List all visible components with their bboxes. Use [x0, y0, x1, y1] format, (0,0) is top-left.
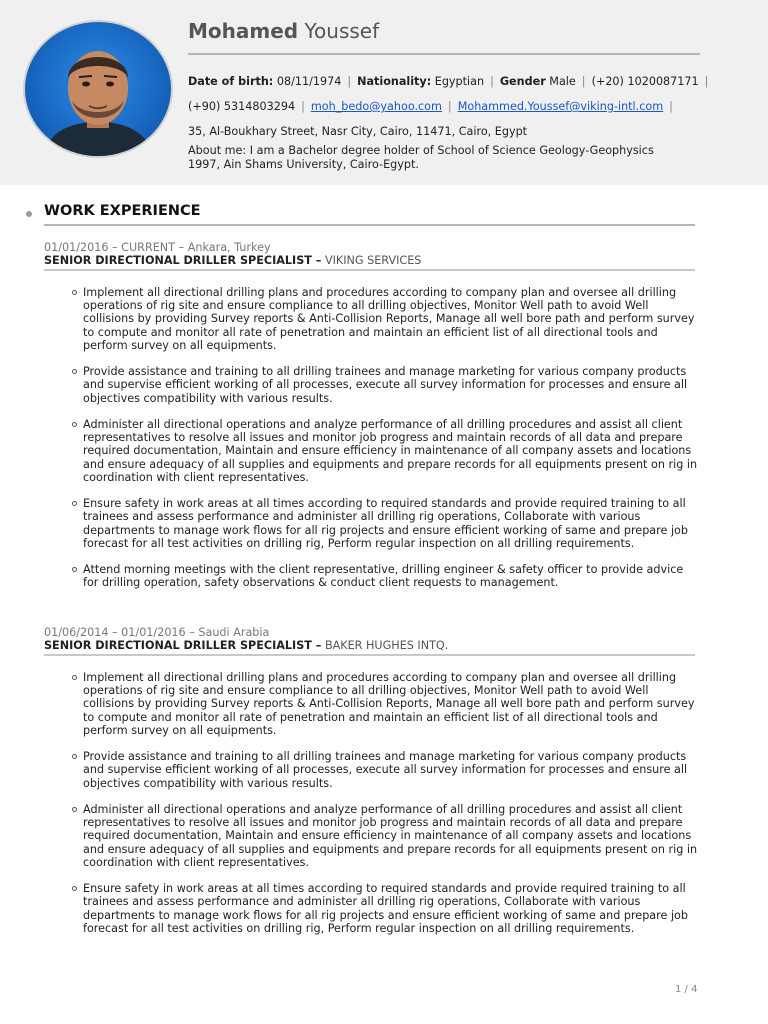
- bullet-icon: [72, 422, 77, 427]
- duty-text: Implement all directional drilling plans and procedures according to company plan and oversee all drilling operations of rig site and ensure compliance to all drilling objectives, Monitor Well path to avoid Well collisions by providing Survey reports & Anti-Collision Reports, Manage all well bore path and perform survey to compute and monitor all rate of penetration and maintain an efficient list of all directional tools and perform survey on all equipments.: [83, 671, 695, 737]
- list-item: [70, 418, 700, 484]
- profile-photo: [23, 20, 173, 158]
- bullet-icon: [72, 501, 77, 506]
- contact-info-line: [188, 100, 679, 113]
- page-number: 1 / 4: [675, 984, 698, 995]
- duty-text: Ensure safety in work areas at all times according to required standards and provide required training to all trainees and assess performance and administer all drilling rig operations, Collaborate with various departments to manage work flows for all rig projects and ensure efficient working of same and prepare job forecast for all test activities on drilling rig, Perform regular inspection on all drilling requirements.: [83, 497, 688, 550]
- list-item: [70, 497, 700, 550]
- section-title: WORK EXPERIENCE: [44, 203, 201, 219]
- first-name: Mohamed: [188, 19, 299, 43]
- nationality-label: Nationality:: [357, 75, 432, 88]
- duty-text: Provide assistance and training to all drilling trainees and manage marketing for various company products and supervise efficient working of all processes, execute all survey information for processes and ensure all objectives compatibility with various results.: [83, 750, 688, 790]
- bullet-icon: [72, 369, 77, 374]
- about-line: About me: I am a Bachelor degree holder of School of Science Geology-Geophysics: [188, 144, 654, 157]
- dob-label: Date of birth:: [188, 75, 274, 88]
- separator: |: [490, 75, 494, 88]
- email-link-work[interactable]: Mohammed.Youssef@viking-intl.com: [457, 100, 664, 113]
- job-role: SENIOR DIRECTIONAL DRILLER SPECIALIST –: [44, 639, 322, 652]
- about-line: 1997, Ain Shams University, Cairo-Egypt.: [188, 158, 419, 171]
- job-company: VIKING SERVICES: [324, 254, 422, 267]
- job-dates-location: 01/01/2016 – CURRENT – Ankara, Turkey: [44, 241, 271, 254]
- duty-text: Provide assistance and training to all drilling trainees and manage marketing for various company products and supervise efficient working of all processes, execute all survey information for processes and ensure all objectives compatibility with various results.: [83, 365, 688, 405]
- job-company: BAKER HUGHES INTQ.: [324, 639, 449, 652]
- job-title: [44, 254, 421, 267]
- list-item: [70, 882, 700, 935]
- about-me: [188, 144, 654, 172]
- bullet-icon: [72, 754, 77, 759]
- job-duties-list: [70, 286, 700, 603]
- duty-text: Attend morning meetings with the client representative, drilling engineer & safety officer to provide advice for drilling operation, safety observations & conduct client requests to management.: [83, 563, 684, 590]
- job-duties-list: [70, 671, 700, 948]
- separator: |: [447, 100, 452, 113]
- profile-header: [0, 0, 768, 185]
- section-bullet-icon: [26, 211, 32, 217]
- last-name: Youssef: [304, 19, 380, 43]
- list-item: [70, 563, 700, 589]
- job-role: SENIOR DIRECTIONAL DRILLER SPECIALIST –: [44, 254, 322, 267]
- duty-text: Administer all directional operations and analyze performance of all drilling procedures and assist all client representatives to resolve all issues and monitor job progress and maintain records of all data and prepare required documentation, Maintain and ensure efficiency in maintenance of all company assets and locations and ensure adequacy of all supplies and equipments and prepare records for all equipments present on rig in coordination with client representatives.: [83, 803, 698, 869]
- person-portrait-icon: [25, 22, 171, 156]
- list-item: [70, 671, 700, 737]
- bullet-icon: [72, 886, 77, 891]
- gender-label: Gender: [499, 75, 546, 88]
- separator: |: [669, 100, 673, 113]
- job-divider: [44, 269, 695, 271]
- duty-text: Administer all directional operations and analyze performance of all drilling procedures and assist all client representatives to resolve all issues and monitor job progress and maintain records of all data and prepare required documentation, Maintain and ensure efficiency in maintenance of all company assets and locations and ensure adequacy of all supplies and equipments and prepare records for all equipments present on rig in coordination with client representatives.: [83, 418, 698, 484]
- separator: |: [301, 100, 305, 113]
- bullet-icon: [72, 567, 77, 572]
- duty-text: Implement all directional drilling plans and procedures according to company plan and oversee all drilling operations of rig site and ensure compliance to all drilling objectives, Monitor Well path to avoid Well collisions by providing Survey reports & Anti-Collision Reports, Manage all well bore path and perform survey to compute and monitor all rate of penetration and maintain an efficient list of all directional tools and perform survey on all equipments.: [83, 286, 695, 352]
- job-divider: [44, 654, 695, 656]
- personal-info-line: [188, 75, 714, 88]
- list-item: [70, 286, 700, 352]
- job-dates-location: 01/06/2014 – 01/01/2016 – Saudi Arabia: [44, 626, 270, 639]
- phone-primary: (+20) 1020087171: [591, 75, 699, 88]
- job-title: [44, 639, 448, 652]
- gender-value: Male: [549, 75, 576, 88]
- candidate-name: [188, 19, 379, 43]
- list-item: [70, 750, 700, 790]
- name-divider: [188, 53, 700, 55]
- bullet-icon: [72, 675, 77, 680]
- bullet-icon: [72, 807, 77, 812]
- email-link-personal[interactable]: moh_bedo@yahoo.com: [310, 100, 442, 113]
- nationality-value: Egyptian: [434, 75, 485, 88]
- separator: |: [347, 75, 352, 88]
- phone-secondary: (+90) 5314803294: [188, 100, 296, 113]
- address: 35, Al-Boukhary Street, Nasr City, Cairo, 11471, Cairo, Egypt: [188, 125, 528, 138]
- list-item: [70, 803, 700, 869]
- section-divider: [44, 224, 695, 226]
- duty-text: Ensure safety in work areas at all times according to required standards and provide required training to all trainees and assess performance and administer all drilling rig operations, Collaborate with various departments to manage work flows for all rig projects and ensure efficient working of same and prepare job forecast for all test activities on drilling rig, Perform regular inspection on all drilling requirements.: [83, 882, 688, 935]
- separator: |: [704, 75, 709, 88]
- bullet-icon: [72, 290, 77, 295]
- list-item: [70, 365, 700, 405]
- separator: |: [581, 75, 586, 88]
- dob-value: 08/11/1974: [276, 75, 342, 88]
